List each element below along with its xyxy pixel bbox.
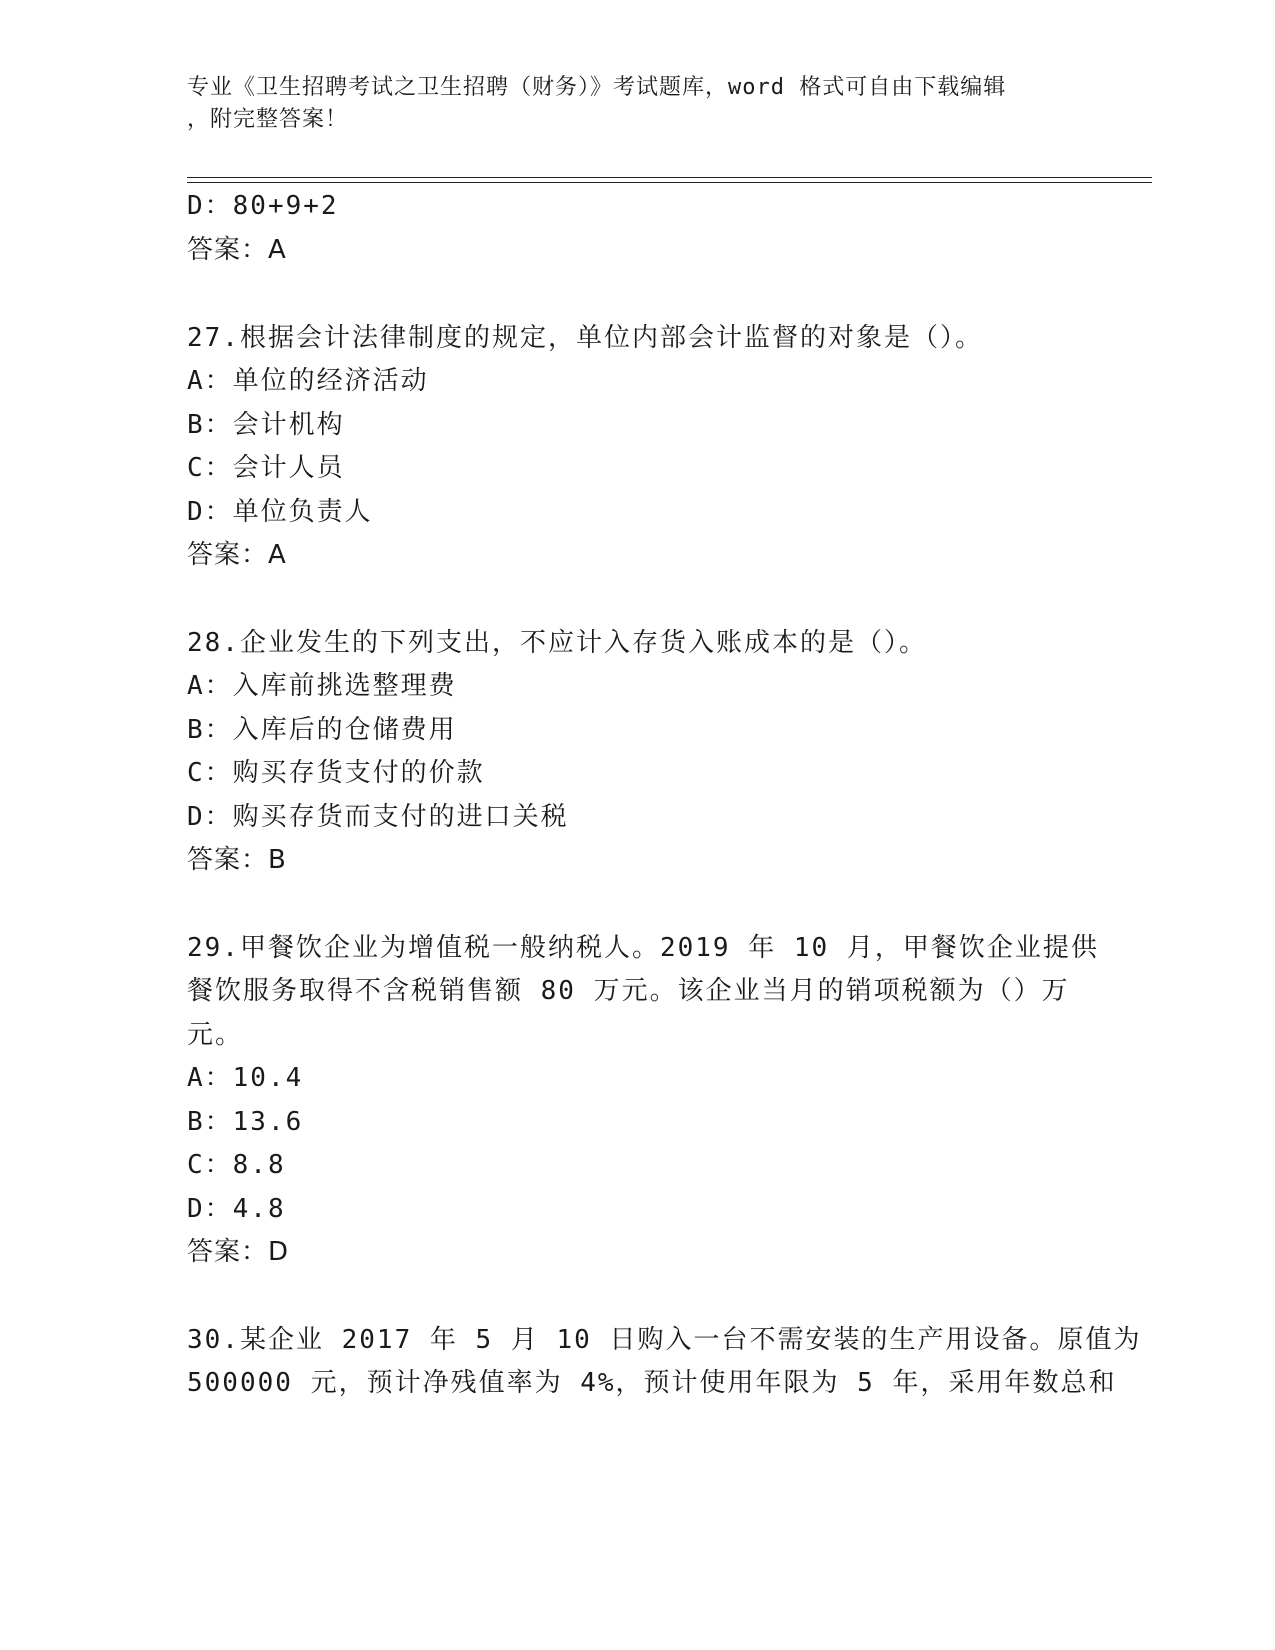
question-28-answer: 答案：B: [187, 845, 287, 875]
question-27-option-c: C：会计人员: [187, 453, 345, 483]
question-27-option-b: B：会计机构: [187, 410, 345, 440]
prev-option-d: D：80+9+2: [187, 191, 339, 221]
question-29-answer: 答案：D: [187, 1237, 290, 1267]
question-27-option-a: A：单位的经济活动: [187, 366, 429, 396]
document-header: [187, 72, 1067, 136]
header-line-1: 专业《卫生招聘考试之卫生招聘（财务）》考试题库，word 格式可自由下载编辑: [187, 75, 1007, 100]
question-29-option-c: C：8.8: [187, 1150, 286, 1180]
question-28-text: 28.企业发生的下列支出，不应计入存货入账成本的是（）。: [187, 628, 927, 658]
header-line-2: ，附完整答案！: [187, 107, 349, 132]
question-28-option-c: C：购买存货支付的价款: [187, 758, 485, 788]
question-27-option-d: D：单位负责人: [187, 497, 373, 527]
question-27-text: 27.根据会计法律制度的规定，单位内部会计监督的对象是（）。: [187, 323, 983, 353]
header-divider-bottom: [187, 182, 1152, 183]
question-28-option-a: A：入库前挑选整理费: [187, 671, 457, 701]
prev-answer: 答案：A: [187, 235, 287, 265]
question-29-text-line-2: 餐饮服务取得不含税销售额 80 万元。该企业当月的销项税额为（）万: [187, 976, 1070, 1006]
question-30-text-line-2: 500000 元，预计净残值率为 4%，预计使用年限为 5 年，采用年数总和: [187, 1368, 1117, 1398]
question-29-option-b: B：13.6: [187, 1107, 304, 1137]
question-29-option-a: A：10.4: [187, 1063, 304, 1093]
question-28-option-b: B：入库后的仓储费用: [187, 715, 457, 745]
question-28-option-d: D：购买存货而支付的进口关税: [187, 802, 569, 832]
header-divider-top: [187, 177, 1152, 178]
question-29-option-d: D：4.8: [187, 1194, 286, 1224]
question-27-answer: 答案：A: [187, 540, 287, 570]
question-30-text-line-1: 30.某企业 2017 年 5 月 10 日购入一台不需安装的生产用设备。原值为: [187, 1325, 1142, 1355]
question-29-text-line-3: 元。: [187, 1020, 244, 1050]
question-29-text-line-1: 29.甲餐饮企业为增值税一般纳税人。2019 年 10 月，甲餐饮企业提供: [187, 933, 1099, 963]
